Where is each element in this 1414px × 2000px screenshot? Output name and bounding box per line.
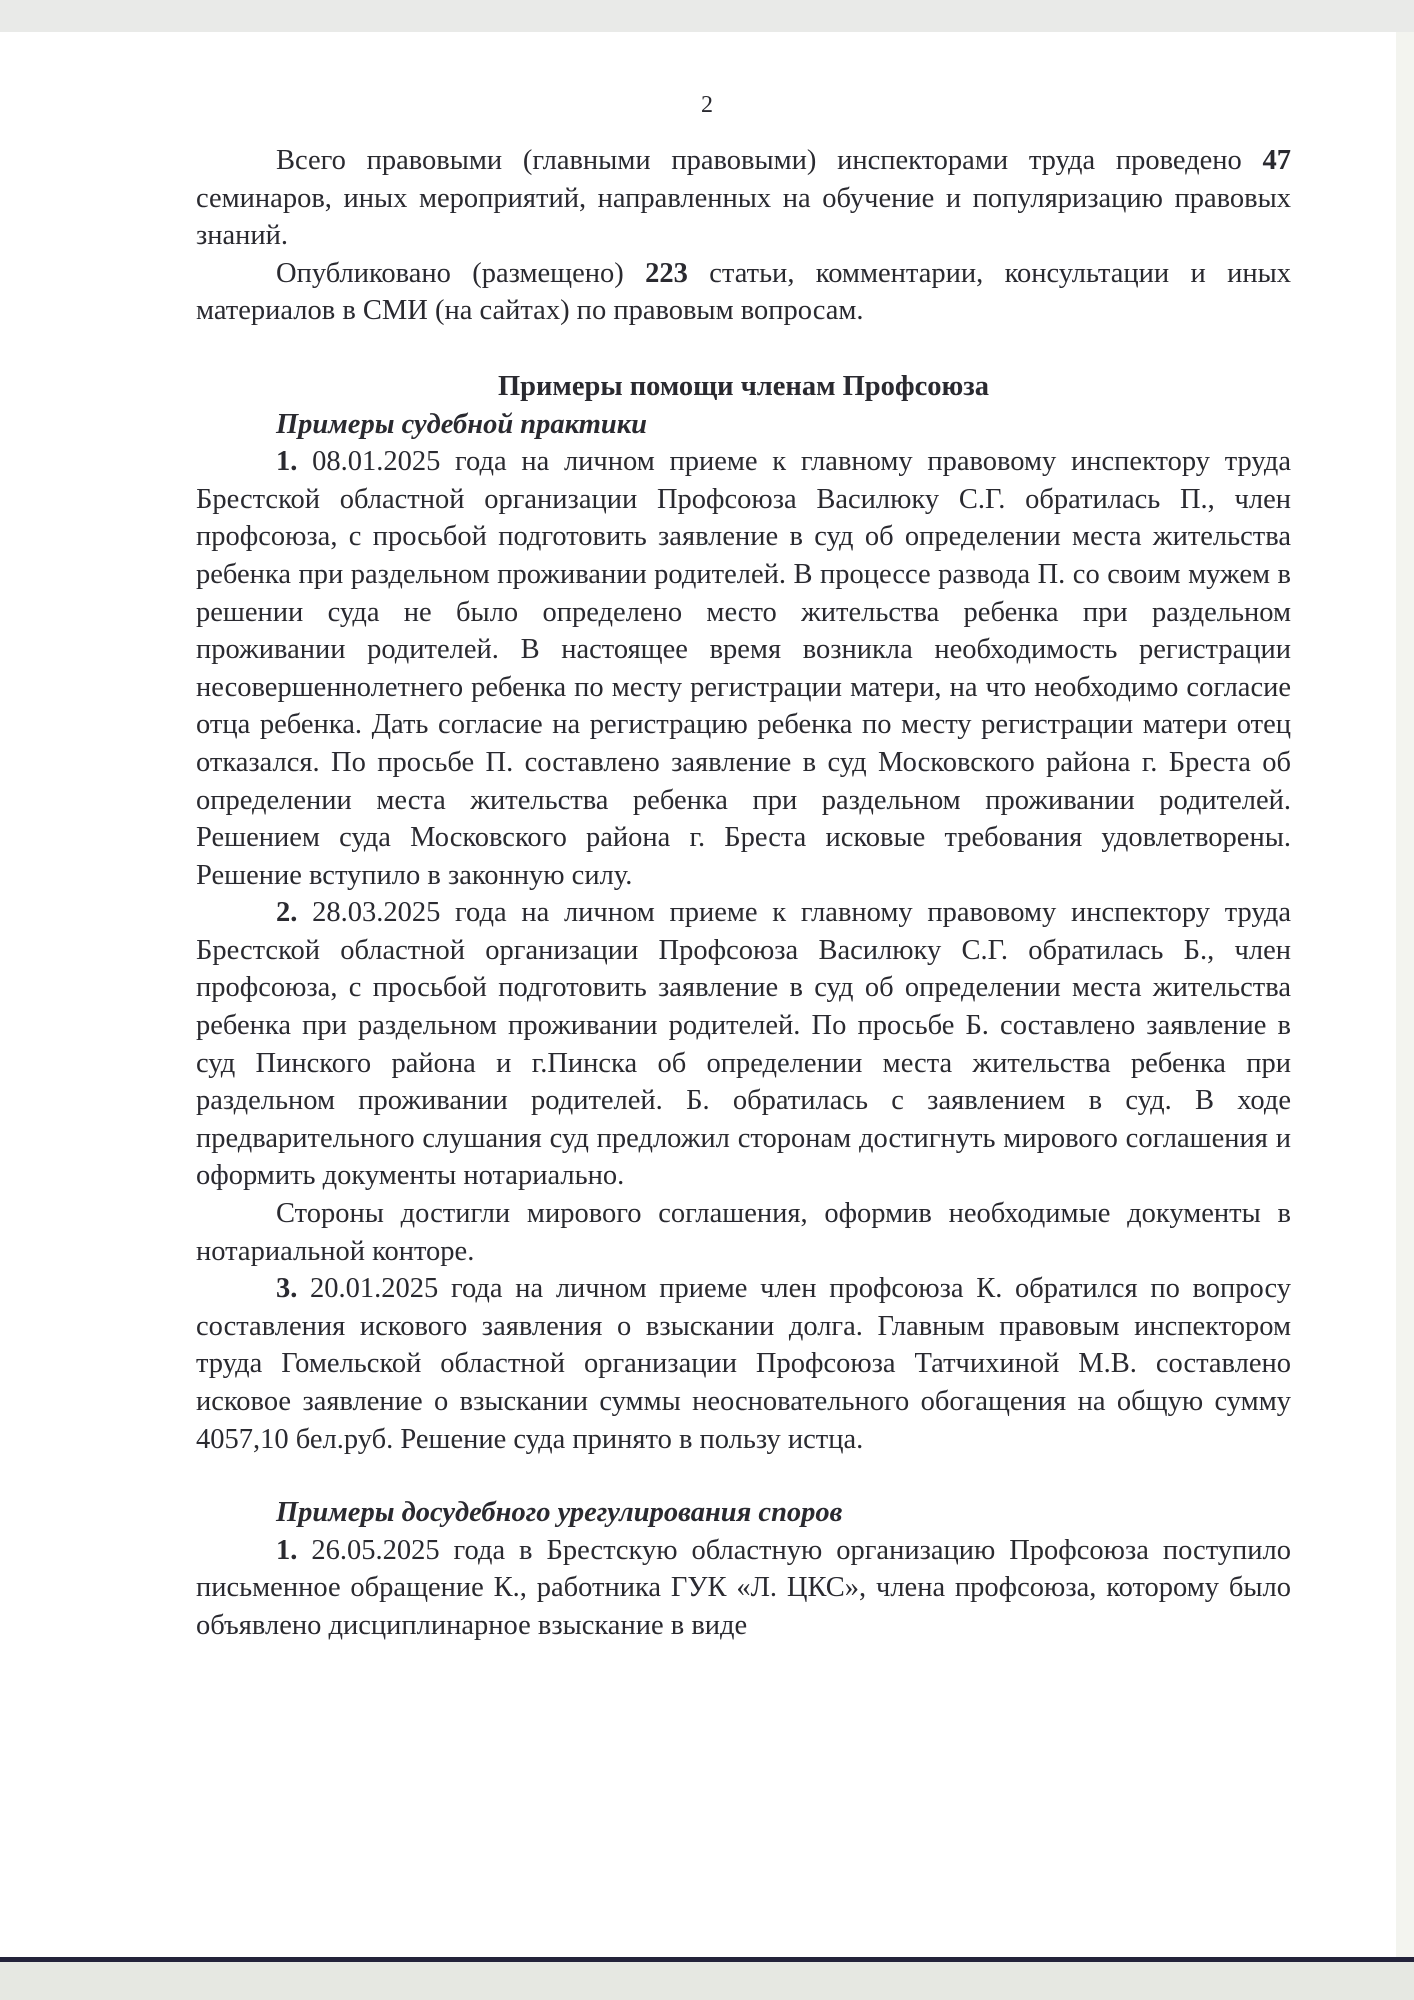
publications-count: 223	[645, 257, 688, 289]
paragraph-seminars	[196, 142, 1291, 255]
case-number: 1.	[276, 1534, 298, 1566]
case-text: 26.05.2025 года в Брестскую областную организацию Профсоюза поступило письменное обращение К., работника ГУК «Л. ЦКС», члена профсоюза, которому было объявлено дисциплинарное взыскание в виде	[196, 1534, 1291, 1641]
paragraph-publications	[196, 255, 1291, 330]
section-title: Примеры помощи членам Профсоюза	[497, 370, 990, 402]
court-case-1	[196, 443, 1291, 894]
case-text: 20.01.2025 года на личном приеме член профсоюза К. обратился по вопросу составления искового заявления о взыскании долга. Главным правовым инспектором труда Гомельской областной организации Профсоюза Татчихиной М.В. составлено исковое заявление о взыскании суммы неосновательного обогащения на общую сумму 4057,10 бел.руб. Решение суда принято в пользу истца.	[196, 1273, 1291, 1455]
case-number: 1.	[276, 446, 298, 478]
paragraph-text: Всего правовыми (главными правовыми) инспекторами труда проведено	[276, 145, 1263, 176]
case-number: 2.	[276, 897, 298, 929]
page-number: 2	[701, 92, 713, 118]
court-case-3	[196, 1270, 1291, 1458]
pretrial-case-1	[196, 1532, 1291, 1645]
scan-bottom-margin	[0, 1962, 1414, 2000]
court-case-2	[196, 894, 1291, 1195]
court-case-2-followup: Стороны достигли мирового соглашения, оформив необходимые документы в нотариальной конторе.	[196, 1198, 1291, 1267]
scan-top-margin	[0, 0, 1414, 32]
subsection-title-pretrial: Примеры досудебного урегулирования споров	[276, 1497, 843, 1529]
scan-right-edge	[1396, 32, 1414, 1962]
spacer	[196, 1458, 1291, 1494]
document-body	[196, 142, 1291, 1645]
case-number: 3.	[276, 1273, 298, 1305]
case-text: 28.03.2025 года на личном приеме к главному правовому инспектору труда Брестской областной организации Профсоюза Василюку С.Г. обратилась Б., член профсоюза, с просьбой подготовить заявление в суд об определении места жительства ребенка при раздельном проживании родителей. По просьбе Б. составлено заявление в суд Пинского района и г.Пинска об определении места жительства ребенка при раздельном проживании родителей. Б. обратилась с заявлением в суд. В ходе предварительного слушания суд предложил сторонам достигнуть мирового соглашения и оформить документы нотариально.	[196, 897, 1291, 1192]
paragraph-text: статьи, комментарии, консультации и иных материалов в СМИ (на сайтах) по правовым вопросам.	[196, 257, 1292, 327]
case-text: 08.01.2025 года на личном приеме к главному правовому инспектору труда Брестской областной организации Профсоюза Василюку С.Г. обратилась П., член профсоюза, с просьбой подготовить заявление в суд об определении места жительства ребенка при раздельном проживании родителей. В процессе развода П. со своим мужем в решении суда не было определено место жительства ребенка при раздельном проживании родителей. В настоящее время возникла необходимость регистрации несовершеннолетнего ребенка по месту регистрации матери, на что необходимо согласие отца ребенка. Дать согласие на регистрацию ребенка по месту регистрации матери отец отказался. По просьбе П. составлено заявление в суд Московского района г. Бреста об определении места жительства ребенка при раздельном проживании родителей. Решением суда Московского района г. Бреста исковые требования удовлетворены. Решение вступило в законную силу.	[196, 446, 1291, 891]
subsection-title-court-practice: Примеры судебной практики	[276, 408, 648, 440]
paragraph-text: семинаров, иных мероприятий, направленных на обучение и популяризацию правовых знаний.	[196, 182, 1291, 252]
paragraph-text: Опубликовано (размещено)	[276, 257, 646, 289]
spacer	[196, 330, 1291, 368]
seminars-count: 47	[1262, 145, 1291, 176]
